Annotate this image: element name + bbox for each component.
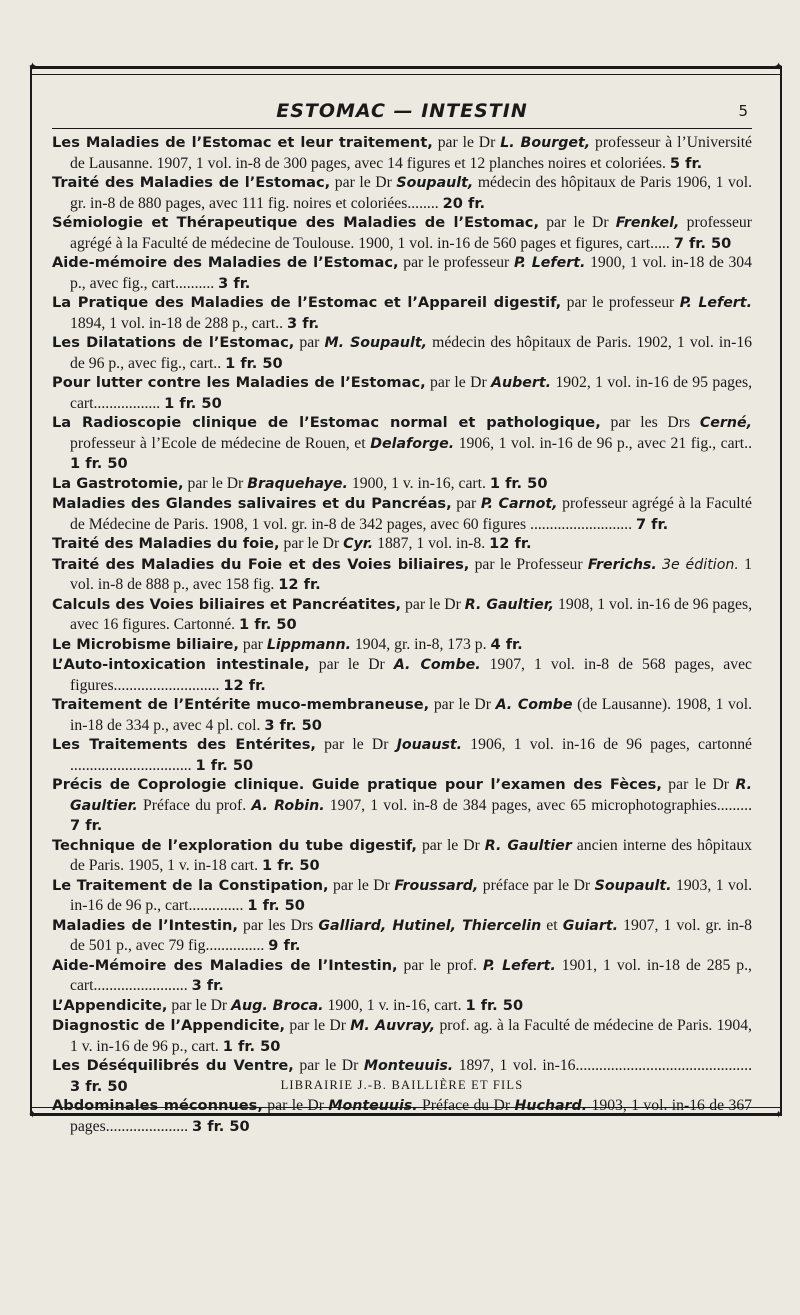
catalog-entry — [52, 133, 752, 173]
entry-author: P. Carnot, — [480, 496, 558, 512]
catalog-entry — [52, 373, 752, 413]
entry-title: Le Traitement de la Constipation, — [52, 876, 329, 894]
corner-ornament-icon: ✦ — [28, 1108, 38, 1121]
entry-title: Aide-Mémoire des Maladies de l’Intestin, — [52, 956, 398, 974]
catalog-listing — [52, 133, 752, 1136]
entry-title: La Radioscopie clinique de l’Estomac normal et pathologique, — [52, 414, 601, 431]
entry-author: Guiart. — [562, 917, 619, 934]
entry-title: Diagnostic de l’Appendicite, — [52, 1017, 286, 1034]
entry-text: Préface du prof. — [137, 796, 252, 814]
entry-author: Huchard. — [514, 1098, 588, 1114]
entry-text: par le Dr — [309, 656, 394, 673]
entry-author: P. Lefert. — [513, 255, 586, 271]
entry-price: 1 fr. 50 — [222, 1037, 281, 1055]
catalog-entry — [52, 555, 752, 595]
entry-author: P. Lefert. — [679, 295, 752, 311]
entry-text: Préface du Dr — [417, 1097, 515, 1114]
entry-author: Delaforge. — [370, 435, 455, 452]
entry-price: 1 fr. 50 — [239, 616, 297, 633]
entry-author: Aubert. — [491, 375, 552, 391]
entry-price: 7 fr. — [635, 515, 669, 533]
entry-text: 1894, 1 vol. in-18 de 288 p., cart.. — [70, 314, 284, 332]
entry-text: par le Dr — [262, 1097, 329, 1114]
entry-author: R. Gaultier, — [464, 596, 555, 613]
catalog-entry — [52, 333, 752, 373]
entry-price: 5 fr. — [669, 154, 703, 172]
catalog-entry — [52, 775, 752, 836]
entry-price: 12 fr. — [223, 676, 266, 694]
entry-text: 1904, gr. in-8, 173 p. — [351, 635, 487, 653]
entry-author: Soupault, — [396, 175, 474, 191]
entry-author: Cerné, — [699, 415, 752, 431]
entry-title: Les Maladies de l’Estomac et leur traitement, — [52, 134, 433, 151]
entry-text: 1900, 1 v. in-16, cart. — [347, 474, 486, 492]
entry-price: 9 fr. — [268, 937, 301, 954]
entry-title: Traitement de l’Entérite muco-membraneuse, — [52, 696, 430, 713]
entry-text: médecin des hôpitaux de Paris 1906, 1 vol. gr. in-8 de 880 pages, avec 111 fig. noires et coloriées........ — [70, 174, 752, 212]
corner-ornament-icon: ✦ — [28, 60, 38, 73]
entry-price: 12 fr. — [278, 576, 321, 593]
entry-title: Pour lutter contre les Maladies de l’Estomac, — [52, 374, 426, 391]
entry-text: par — [451, 495, 481, 512]
entry-text: prof. ag. à la Faculté de médecine de Paris. 1904, 1 v. in-16 de 96 p., cart. — [70, 1017, 752, 1055]
catalog-entry — [52, 1016, 752, 1056]
page-header — [52, 100, 752, 129]
entry-title: Traité des Maladies du foie, — [52, 535, 280, 552]
entry-price: 3 fr. — [218, 274, 251, 292]
entry-price: 1 fr. 50 — [195, 756, 254, 774]
entry-text: et — [541, 916, 563, 934]
entry-text: par le Dr — [661, 776, 736, 793]
entry-price: 20 fr. — [442, 194, 486, 212]
entry-price: 3 fr. 50 — [70, 1077, 128, 1095]
entry-author: Braquehaye. — [247, 475, 348, 492]
catalog-entry — [52, 293, 752, 333]
entry-title: Traité des Maladies de l’Estomac, — [52, 174, 331, 191]
entry-title: La Pratique des Maladies de l’Estomac et l’Appareil digestif, — [52, 294, 562, 311]
catalog-entry — [52, 916, 752, 956]
entry-text: par les Drs — [237, 916, 319, 934]
catalog-entry — [52, 253, 752, 293]
entry-text: par — [238, 635, 267, 653]
entry-text: par le Dr — [429, 696, 496, 713]
entry-text: 1901, 1 vol. in-18 de 285 p., cart........................ — [70, 956, 752, 994]
entry-author: Monteuuis. — [328, 1098, 418, 1114]
entry-price: 7 fr. — [70, 817, 103, 834]
entry-text: par le Dr — [432, 134, 501, 151]
catalog-entry — [52, 213, 752, 253]
entry-title: Les Dilatations de l’Estomac, — [52, 334, 295, 351]
entry-text: 1908, 1 vol. in-16 de 96 pages, avec 16 figures. Cartonné. — [70, 595, 753, 633]
catalog-entry — [52, 655, 752, 695]
entry-title: Les Traitements des Entérites, — [52, 736, 316, 753]
entry-author: Cyr. — [343, 536, 374, 552]
catalog-entry — [52, 413, 752, 474]
entry-text: par le Dr — [285, 1017, 351, 1034]
catalog-entry — [52, 534, 752, 555]
catalog-entry — [52, 695, 752, 735]
entry-text: par le Dr — [401, 595, 465, 613]
entry-text: 1903, 1 vol. in-16 de 96 p., cart.............. — [70, 876, 753, 914]
entry-text: par — [294, 334, 325, 351]
entry-text: par le Dr — [330, 174, 397, 191]
entry-text: 1907, 1 vol. gr. in-8 de 501 p., avec 79 fig............... — [70, 916, 752, 954]
entry-author: M. Auvray, — [350, 1018, 436, 1034]
entry-text: médecin des hôpitaux de Paris. 1902, 1 vol. in-16 de 96 p., avec fig., cart.. — [70, 334, 753, 372]
entry-title: Traité des Maladies du Foie et des Voies biliaires, — [52, 555, 470, 573]
entry-text: par le Dr — [538, 214, 616, 231]
entry-text: préface par le Dr — [478, 876, 595, 894]
entry-text: 1900, 1 v. in-16, cart. — [323, 996, 462, 1014]
entry-price: 12 fr. — [489, 535, 532, 552]
entry-title: Les Déséquilibrés du Ventre, — [52, 1057, 294, 1074]
entry-text: professeur à l’Ecole de médecine de Rouen, et — [70, 434, 371, 452]
catalog-entry — [52, 836, 752, 876]
entry-price: 1 fr. 50 — [489, 474, 548, 492]
entry-price: 3 fr. 50 — [192, 1117, 250, 1135]
entry-price: 4 fr. — [490, 635, 523, 653]
entry-price: 3 fr. — [286, 314, 320, 332]
entry-author: Froussard, — [394, 877, 479, 894]
entry-price: 1 fr. 50 — [225, 354, 283, 372]
entry-text: par le Dr — [167, 996, 232, 1014]
entry-text: ancien interne des hôpitaux de Paris. 1905, 1 v. in-18 cart. — [70, 836, 753, 874]
entry-text: par le Professeur — [469, 555, 588, 573]
entry-text: professeur agrégé à la Faculté de Médecine de Paris. 1908, 1 vol. gr. in-8 de 342 pages, avec 60 figures .......................... — [70, 495, 752, 533]
page-title: ESTOMAC — INTESTIN — [276, 100, 528, 122]
entry-price: 7 fr. 50 — [673, 234, 732, 252]
corner-ornament-icon: ✦ — [774, 60, 784, 73]
entry-author: A. Robin. — [251, 797, 325, 814]
entry-author: Frenkel, — [615, 215, 680, 231]
entry-title: L’Appendicite, — [52, 996, 168, 1014]
entry-text: 1906, 1 vol. in-16 de 96 p., avec 21 fig., cart.. — [454, 434, 752, 452]
entry-text: par le Dr — [315, 736, 397, 753]
entry-text: par le prof. — [397, 956, 483, 974]
entry-title: Le Microbisme biliaire, — [52, 635, 239, 653]
entry-author: P. Lefert. — [482, 957, 556, 974]
entry-text: 1900, 1 vol. in-18 de 304 p., avec fig., cart.......... — [70, 254, 752, 292]
entry-text: professeur à l’Université de Lausanne. 1907, 1 vol. in-8 de 300 pages, avec 14 figures et 12 planches noires et coloriées. — [70, 134, 753, 172]
entry-edition: 3e édition. — [662, 556, 739, 573]
entry-title: La Gastrotomie, — [52, 474, 184, 492]
entry-text: par le Dr — [328, 876, 395, 894]
entry-text: par le professeur — [398, 254, 514, 271]
entry-title: Calculs des Voies biliaires et Pancréatites, — [52, 595, 402, 613]
entry-title: Précis de Coprologie clinique. Guide pratique pour l’examen des Fèces, — [52, 776, 662, 793]
entry-author: Frerichs. — [587, 556, 657, 573]
entry-author: Galliard, Hutinel, Thiercelin — [318, 917, 542, 934]
entry-text: par le Dr — [279, 535, 344, 552]
entry-author: Jouaust. — [396, 737, 463, 753]
entry-author: Soupault. — [594, 877, 672, 894]
entry-title: Aide-mémoire des Maladies de l’Estomac, — [52, 254, 399, 271]
catalog-entry — [52, 474, 752, 495]
entry-text: par le Dr — [183, 474, 248, 492]
catalog-entry — [52, 494, 752, 534]
entry-price: 3 fr. 50 — [264, 716, 322, 734]
catalog-entry — [52, 735, 752, 775]
entry-title: Abdominales méconnues, — [52, 1097, 263, 1114]
entry-author: Aug. Broca. — [231, 997, 324, 1014]
catalog-entry — [52, 173, 752, 213]
entry-author: A. Combe. — [393, 657, 481, 673]
entry-price: 1 fr. 50 — [262, 857, 320, 874]
catalog-entry — [52, 1096, 752, 1136]
entry-text: 1897, 1 vol. in-16............................................. — [453, 1057, 752, 1074]
entry-title: Maladies de l’Intestin, — [52, 916, 238, 934]
corner-ornament-icon: ✦ — [774, 1108, 784, 1121]
entry-text: 1 vol. in-8 de 888 p., avec 158 fig. — [70, 555, 752, 593]
entry-author: R. Gaultier. — [70, 777, 753, 814]
entry-text: 1887, 1 vol. in-8. — [373, 535, 486, 552]
entry-title: Sémiologie et Thérapeutique des Maladies de l’Estomac, — [52, 214, 539, 231]
entry-author: M. Soupault, — [324, 335, 428, 351]
catalog-entry — [52, 956, 752, 996]
entry-price: 1 fr. 50 — [247, 897, 305, 914]
entry-price: 1 fr. 50 — [465, 996, 524, 1014]
entry-price: 1 fr. 50 — [164, 394, 222, 412]
page-number: 5 — [738, 102, 748, 120]
frame-inner-rule-top — [32, 74, 780, 75]
entry-author: A. Combe — [495, 697, 573, 713]
entry-author: L. Bourget, — [500, 135, 591, 151]
entry-text: 1907, 1 vol. in-8 de 568 pages, avec figures........................... — [70, 656, 753, 694]
entry-text: 1906, 1 vol. in-16 de 96 pages, cartonné ............................... — [70, 736, 753, 774]
entry-author: R. Gaultier — [484, 837, 572, 854]
entry-title: Maladies des Glandes salivaires et du Pancréas, — [52, 495, 452, 512]
entry-text: 1907, 1 vol. in-8 de 384 pages, avec 65 microphotographies......... — [324, 796, 752, 814]
catalog-entry — [52, 595, 752, 635]
entry-title: Technique de l’exploration du tube digestif, — [52, 836, 417, 854]
entry-text: (de Lausanne). 1908, 1 vol. in-18 de 334 p., avec 4 pl. col. — [70, 696, 752, 734]
entry-text: 1903, 1 vol. in-16 de 367 pages..................... — [70, 1097, 753, 1135]
entry-text: par le Dr — [416, 836, 485, 854]
entry-text: 1902, 1 vol. in-16 de 95 pages, cart................. — [70, 374, 752, 412]
entry-text: professeur agrégé à la Faculté de médecine de Toulouse. 1900, 1 vol. in-16 de 560 pages et figures, cart..... — [70, 214, 752, 252]
catalog-entry — [52, 996, 752, 1017]
entry-text: par le professeur — [561, 294, 680, 311]
entry-text: par le Dr — [425, 374, 492, 391]
catalog-entry — [52, 635, 752, 656]
entry-price: 1 fr. 50 — [70, 455, 128, 472]
entry-author: Monteuuis. — [363, 1058, 454, 1074]
entry-author: Lippmann. — [266, 636, 351, 653]
entry-title: L’Auto-intoxication intestinale, — [52, 656, 310, 673]
entry-text: par les Drs — [600, 414, 700, 431]
publisher-footer: LIBRAIRIE J.-B. BAILLIÈRE ET FILS — [280, 1078, 524, 1092]
entry-text: par le Dr — [293, 1057, 364, 1074]
catalog-entry — [52, 876, 752, 916]
entry-price: 3 fr. — [191, 977, 224, 994]
